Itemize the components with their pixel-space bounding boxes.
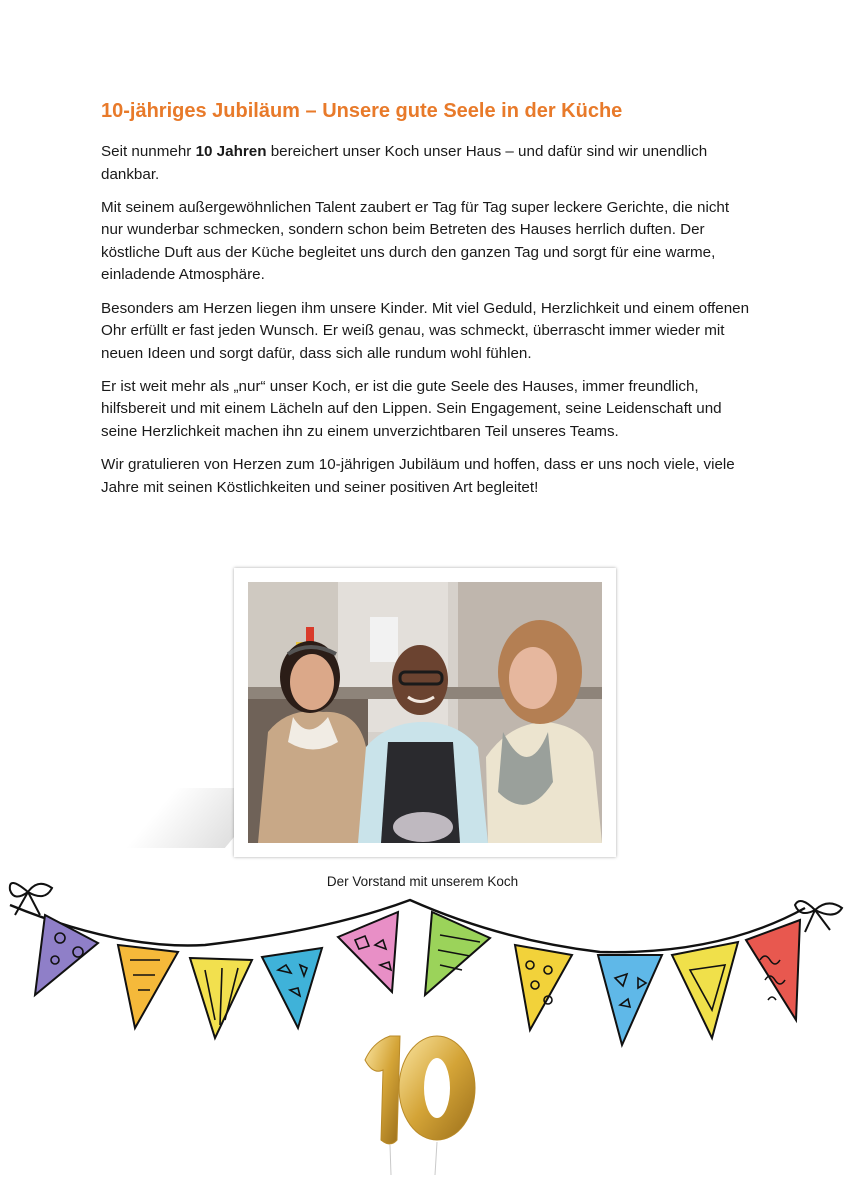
flag-1 [35, 915, 98, 995]
number-10-balloon-icon [345, 1030, 485, 1177]
page-title: 10-jähriges Jubiläum – Unsere gute Seele in der Küche [101, 100, 623, 122]
paragraph-talent: Mit seinem außergewöhnlichen Talent zaubert er Tag für Tag super leckere Gerichte, die nicht nur wunderbar schmecken, sondern schon beim Betreten des Hauses herrlich duften. Der köstliche Duft aus der Küche begleitet uns durch den ganzen Tag und sorgt für eine warme, einladende Atmosphäre. [101, 198, 730, 284]
paragraph-soul: Er ist weit mehr als „nur“ unser Koch, er ist die gute Seele des Hauses, immer freundlich, hilfsbereit und mit einem Lächeln auf den Lippen. Sein Engagement, seine Leidenschaft und seine Herzlichkeit machen ihn zu einem unverzichtbaren Teil unseres Teams. [101, 377, 722, 441]
flag-5 [338, 912, 398, 992]
flag-9 [672, 942, 738, 1038]
paragraph-children: Besonders am Herzen liegen ihm unsere Kinder. Mit viel Geduld, Herzlichkeit und einem offenen Ohr erfüllt er fast jeden Wunsch. Er weiß genau, was schmeckt, überrascht immer wieder mit neuen Ideen und sorgt dafür, dass sich alle rundum wohl fühlen. [101, 299, 750, 362]
group-photo [248, 582, 602, 843]
paragraph-congratulations: Wir gratulieren von Herzen zum 10-jährigen Jubiläum und hoffen, dass er uns noch viele, viele Jahre mit seinen Köstlichkeiten und seiner positiven Art begleitet! [101, 456, 735, 496]
photo-caption: Der Vorstand mit unserem Koch [326, 874, 519, 889]
flag-2 [118, 945, 178, 1028]
flag-4 [262, 948, 322, 1028]
balloon-digit-one [365, 1036, 400, 1144]
flag-7 [515, 945, 572, 1030]
paragraph-intro: Seit nunmehr 10 Jahren bereichert unser Koch unser Haus – und dafür sind wir unendlich dankbar. [101, 143, 708, 183]
right-bow-icon [795, 901, 842, 932]
garland-string [10, 900, 805, 952]
photo-illustration [248, 582, 602, 843]
left-bow-icon [10, 883, 52, 915]
photo-frame [234, 568, 616, 857]
article-body [101, 141, 751, 510]
years-highlight: 10 Jahren [195, 143, 267, 160]
bunting-flags [35, 912, 800, 1045]
flag-10 [746, 920, 800, 1020]
flag-8 [598, 955, 662, 1045]
